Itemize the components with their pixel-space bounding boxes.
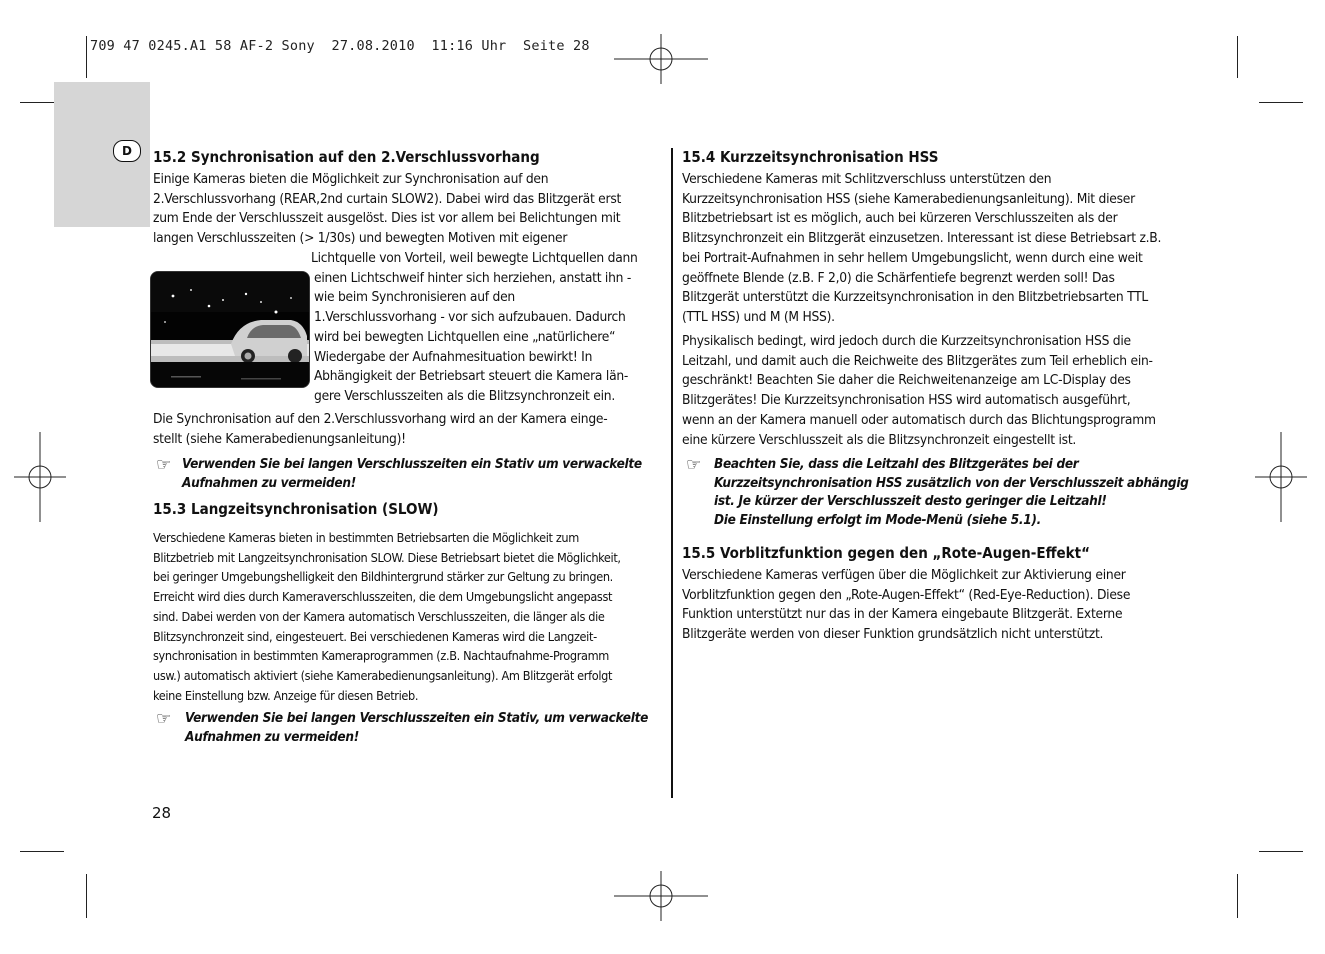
text-line: sind. Dabei werden von der Kamera automatisch Verschlusszeiten, die länger als die <box>153 608 605 624</box>
text-line: einen Lichtschweif hinter sich herziehen, anstatt ihn - <box>314 269 632 286</box>
text-line: Funktion unterstützt nur das in der Kamera eingebaute Blitzgerät. Externe <box>682 606 1123 623</box>
language-badge: D <box>113 140 141 162</box>
night-car-photo <box>150 271 310 388</box>
wrapped-text <box>311 249 638 407</box>
registration-mark-icon <box>14 432 66 522</box>
text-line: 2.Verschlussvorhang (REAR,2nd curtain SLOW2). Dabei wird das Blitzgerät erst <box>153 190 622 207</box>
text-line: Einige Kameras bieten die Möglichkeit zur Synchronisation auf den <box>153 171 549 187</box>
text-line: Physikalisch bedingt, wird jedoch durch die Kurzzeitsynchronisation HSS die <box>682 333 1131 349</box>
pointing-hand-icon: ☞ <box>156 709 172 729</box>
section-body <box>153 410 607 449</box>
section-heading-15-5: 15.5 Vorblitzfunktion gegen den „Rote-Augen-Effekt“ <box>682 544 1090 562</box>
section-body <box>153 170 621 249</box>
crop-mark <box>1237 874 1238 918</box>
text-line: Blitzbetriebsart ist es möglich, auch bei kürzeren Verschlusszeiten als der <box>682 210 1118 227</box>
text-line: Blitzsynchronzeit ein Blitzgerät einzusetzen. Interessant ist diese Betriebsart z.B. <box>682 230 1162 247</box>
text-line: Verschiedene Kameras mit Schlitzverschluss unterstützen den <box>682 171 1052 187</box>
section-body <box>682 332 1156 450</box>
note-line: Die Einstellung erfolgt im Mode-Menü (siehe 5.1). <box>714 511 1041 528</box>
text-line: Leitzahl, und damit auch die Reichweite des Blitzgerätes zum Teil erheblich ein- <box>682 352 1153 369</box>
note-line: Beachten Sie, dass die Leitzahl des Blitzgerätes bei der <box>714 456 1079 472</box>
text-line: geschränkt! Beachten Sie daher die Reichweitenanzeige am LC-Display des <box>682 372 1131 389</box>
text-line: Blitzgerät unterstützt die Kurzzeitsynchronisation in den Blitzbetriebsarten TTL <box>682 289 1148 306</box>
text-line: Die Synchronisation auf den 2.Verschlussvorhang wird an der Kamera einge- <box>153 411 608 427</box>
text-line: Abhängigkeit der Betriebsart steuert die Kamera län- <box>314 368 629 385</box>
text-line: Verschiedene Kameras verfügen über die Möglichkeit zur Aktivierung einer <box>682 567 1126 583</box>
text-line: usw.) automatisch aktiviert (siehe Kamerabedienungsanleitung). Am Blitzgerät erfolgt <box>153 667 613 683</box>
page-number: 28 <box>152 804 172 822</box>
text-line: wenn an der Kamera manuell oder automatisch durch das Blichtungsprogramm <box>682 411 1156 428</box>
section-heading-15-2: 15.2 Synchronisation auf den 2.Verschlussvorhang <box>153 148 540 166</box>
text-line: zum Ende der Verschlusszeit ausgelöst. Dies ist vor allem bei Belichtungen mit <box>153 210 621 227</box>
section-body <box>682 170 1161 328</box>
section-body <box>153 528 621 705</box>
print-slug: 709 47 0245.A1 58 AF-2 Sony 27.08.2010 11:16 Uhr Seite 28 <box>90 38 590 54</box>
text-line: langen Verschlusszeiten (> 1/30s) und bewegten Motiven mit eigener <box>153 230 568 247</box>
note-line: Verwenden Sie bei langen Verschlusszeiten ein Stativ um verwackelte <box>182 456 642 472</box>
text-line: Verschiedene Kameras bieten in bestimmten Betriebsarten die Möglichkeit zum <box>153 530 579 545</box>
text-line: bei Portrait-Aufnahmen in sehr hellem Umgebungslicht, wenn durch eine weit <box>682 249 1143 266</box>
registration-mark-icon <box>614 34 708 84</box>
text-line: 1.Verschlussvorhang - vor sich aufzubauen. Dadurch <box>314 309 626 326</box>
text-line: Erreicht wird dies durch Kameraverschlusszeiten, die dem Umgebungslicht angepasst <box>153 589 613 605</box>
text-line: Blitzsynchronzeit sind, eingesteuert. Bei verschiedenen Kameras wird die Langzeit- <box>153 628 597 644</box>
crop-mark <box>1259 851 1303 852</box>
text-line: gere Verschlusszeiten als die Blitzsynchronzeit ein. <box>314 387 615 404</box>
text-line: geöffnete Blende (z.B. F 2,0) die Schärfentiefe begrenzt werden soll! Das <box>682 269 1115 286</box>
text-line: stellt (siehe Kamerabedienungsanleitung)! <box>153 430 406 447</box>
text-line: Lichtquelle von Vorteil, weil bewegte Lichtquellen dann <box>311 250 638 266</box>
text-line: Vorblitzfunktion gegen den „Rote-Augen-Effekt“ (Red-Eye-Reduction). Diese <box>682 586 1131 603</box>
note-line: Aufnahmen zu vermeiden! <box>185 728 359 745</box>
text-line: keine Einstellung bzw. Anzeige für diesen Betrieb. <box>153 687 419 703</box>
crop-mark <box>86 874 87 918</box>
text-line: wird bei bewegten Lichtquellen eine „natürlichere“ <box>314 328 616 345</box>
registration-mark-icon <box>1255 432 1307 522</box>
text-line: Blitzbetrieb mit Langzeitsynchronisation SLOW. Diese Betriebsart bietet die Möglichkeit, <box>153 549 621 565</box>
registration-mark-icon <box>614 871 708 921</box>
text-line: synchronisation in bestimmten Kameraprogrammen (z.B. Nachtaufnahme-Programm <box>153 648 609 664</box>
pointing-hand-icon: ☞ <box>686 455 702 475</box>
text-line: eine kürzere Verschlusszeit als die Blitzsynchronzeit eingestellt ist. <box>682 431 1077 448</box>
text-line: (TTL HSS) und M (M HSS). <box>682 308 835 325</box>
note-line: Aufnahmen zu vermeiden! <box>182 474 356 491</box>
text-line: Wiedergabe der Aufnahmesituation bewirkt! In <box>314 348 593 365</box>
text-line: bei geringer Umgebungshelligkeit den Bildhintergrund stärker zur Geltung zu bringen. <box>153 569 613 585</box>
crop-mark <box>20 851 64 852</box>
text-line: Blitzgerätes! Die Kurzzeitsynchronisation HSS wird automatisch ausgeführt, <box>682 392 1131 409</box>
text-line: Kurzzeitsynchronisation HSS (siehe Kamerabedienungsanleitung). Mit dieser <box>682 190 1135 207</box>
note-block <box>185 709 648 746</box>
note-line: Verwenden Sie bei langen Verschlusszeiten ein Stativ, um verwackelte <box>185 710 649 726</box>
pointing-hand-icon: ☞ <box>156 455 172 475</box>
text-line: Blitzgeräte werden von dieser Funktion grundsätzlich nicht unterstützt. <box>682 626 1104 643</box>
crop-mark <box>86 36 87 78</box>
crop-mark <box>1237 36 1238 78</box>
column-divider <box>671 148 673 798</box>
note-line: Kurzzeitsynchronisation HSS zusätzlich von der Verschlusszeit abhängig <box>714 474 1189 491</box>
night-car-photo-image <box>151 272 309 387</box>
note-block <box>714 455 1189 529</box>
crop-mark <box>1259 102 1303 103</box>
section-heading-15-3: 15.3 Langzeitsynchronisation (SLOW) <box>153 500 439 518</box>
section-body <box>682 566 1130 645</box>
note-block <box>182 455 642 492</box>
note-line: ist. Je kürzer der Verschlusszeit desto geringer die Leitzahl! <box>714 493 1107 509</box>
text-line: wie beim Synchronisieren auf den <box>314 289 515 306</box>
section-heading-15-4: 15.4 Kurzzeitsynchronisation HSS <box>682 148 939 166</box>
